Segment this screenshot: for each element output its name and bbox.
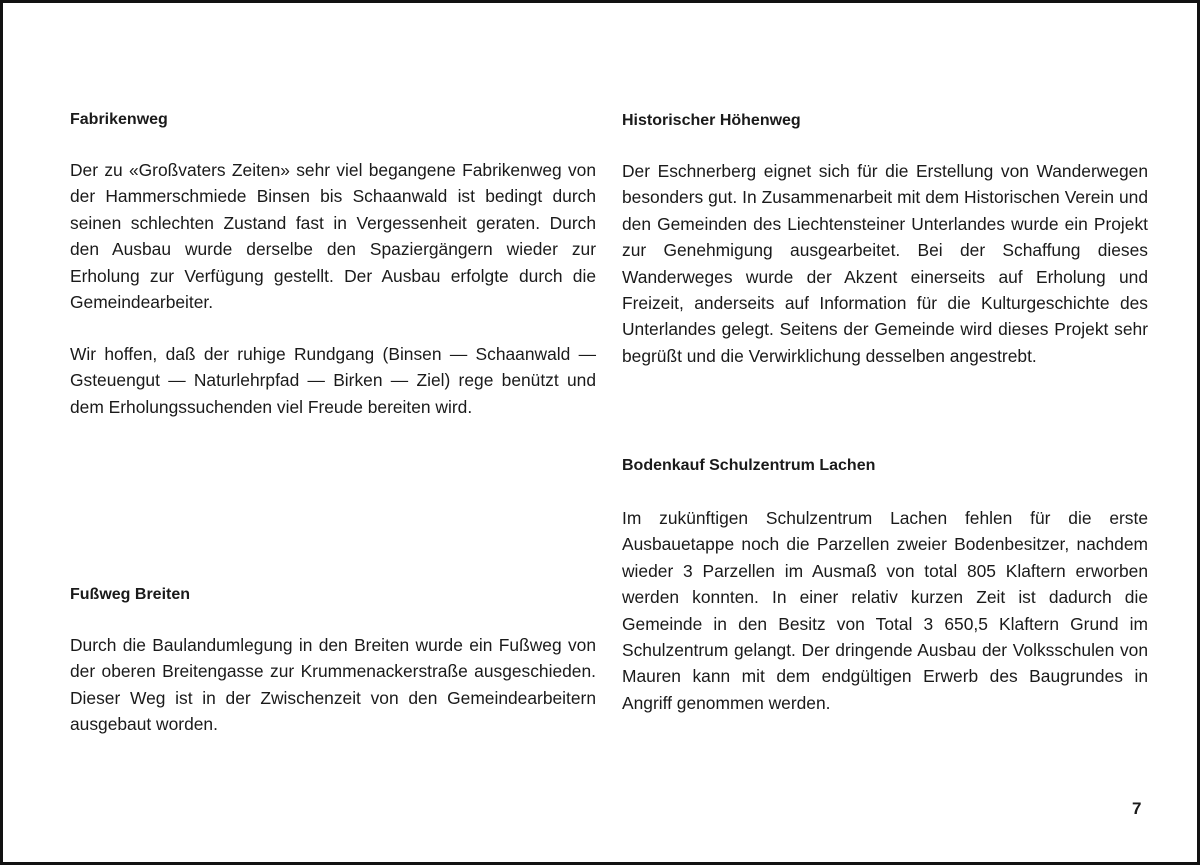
paragraph-fabrikenweg-2: Wir hoffen, daß der ruhige Rundgang (Binsen — Schaanwald — Gsteuengut — Naturlehrpfad — Birken — Ziel) rege benützt und dem Erholungssuchenden viel Freude bereiten wird.	[70, 344, 596, 417]
heading-fussweg-breiten: Fußweg Breiten	[70, 586, 191, 603]
paragraph-historischer-hoehenweg: Der Eschnerberg eignet sich für die Erstellung von Wanderwegen besonders gut. In Zusammenarbeit mit dem Historischen Verein und den Gemeinden des Liechtensteiner Unterlandes wurde ein Projekt zur Genehmigung ausgearbeitet. Bei der Schaffung dieses Wanderweges wurde der Akzent einerseits auf Erholung und Freizeit, anderseits auf Information für die Kulturgeschichte des Unterlandes gelegt. Seitens der Gemeinde wird dieses Projekt sehr begrüßt und die Verwirklichung desselben angestrebt.	[622, 161, 1148, 366]
heading-historischer-hoehenweg: Historischer Höhenweg	[622, 112, 801, 129]
paragraph-fussweg-breiten: Durch die Baulandumlegung in den Breiten wurde ein Fußweg von der oberen Breitengasse zur Krummenackerstraße ausgeschieden. Dieser Weg ist in der Zwischenzeit von den Gemeindearbeitern ausgebaut worden.	[70, 635, 596, 735]
paragraph-fabrikenweg-1: Der zu «Großvaters Zeiten» sehr viel begangene Fabrikenweg von der Hammerschmiede Binsen bis Schaanwald ist bedingt durch seinen schlechten Zustand fast in Vergessenheit geraten. Durch den Ausbau wurde derselbe den Spaziergängern wieder zur Erholung zur Verfügung gestellt. Der Ausbau erfolgte durch die Gemeindearbeiter.	[70, 160, 596, 313]
heading-bodenkauf-schulzentrum: Bodenkauf Schulzentrum Lachen	[622, 457, 876, 474]
paragraph-bodenkauf-schulzentrum: Im zukünftigen Schulzentrum Lachen fehlen für die erste Ausbauetappe noch die Parzellen zweier Bodenbesitzer, nachdem wieder 3 Parzellen im Ausmaß von total 805 Klaftern erworben werden konnten. In einer relativ kurzen Zeit ist dadurch die Gemeinde in den Besitz von Total 3 650,5 Klaftern Grund im Schulzentrum gelangt. Der dringende Ausbau der Volksschulen von Mauren kann mit dem endgültigen Erwerb des Baugrundes in Angriff genommen werden.	[622, 508, 1148, 713]
heading-fabrikenweg: Fabrikenweg	[70, 111, 168, 128]
page-number: 7	[1132, 799, 1142, 818]
